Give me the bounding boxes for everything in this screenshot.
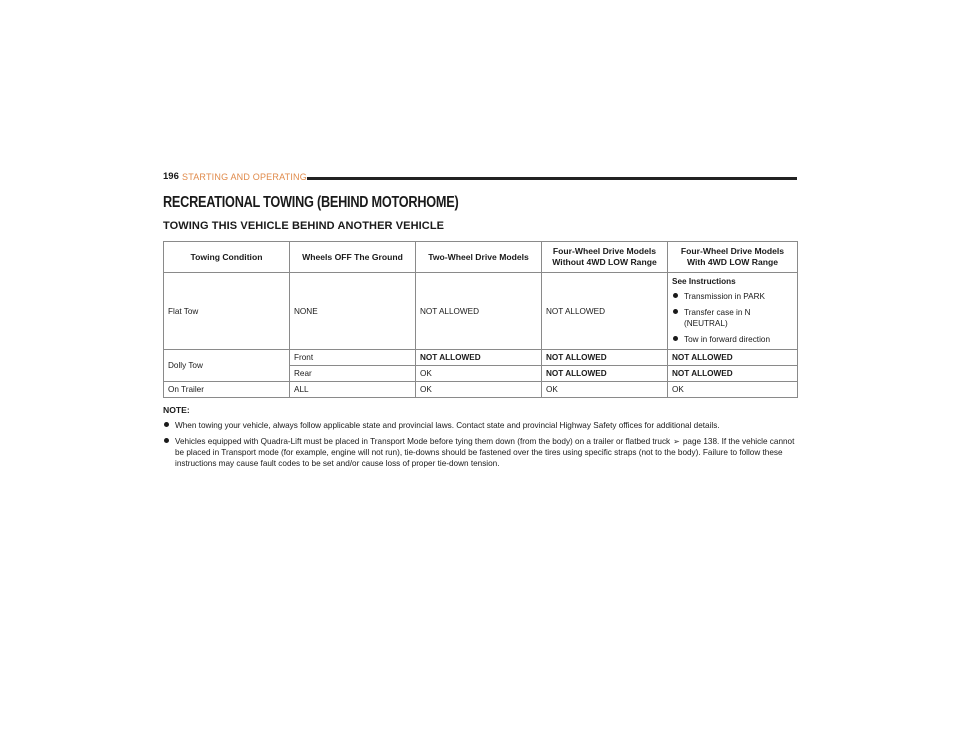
subtitle-text: V [240,220,248,232]
header-towing-condition: Towing Condition [164,242,290,273]
bullet-icon [164,438,169,443]
note-block [163,405,803,474]
subtitle-text: EHICLE [247,220,292,232]
page-title: RECREATIONAL TOWING (BEHIND MOTORHOME) [163,194,459,211]
subtitle-text: A [337,220,346,232]
note-label: NOTE: [163,405,190,415]
cell-condition: Dolly Tow [164,350,290,382]
list-item [163,420,803,431]
table-header-row [164,242,798,273]
cell-four-wd-no-low: NOT ALLOWED [542,273,668,350]
cell-four-wd-no-low: NOT ALLOWED [542,350,668,366]
section-subtitle [163,220,444,232]
subtitle-text: B [291,220,300,232]
subtitle-text: V [395,220,404,232]
page-reference-icon: ➢ [673,437,680,446]
table-row-flat-tow [164,273,798,350]
subtitle-text: T [163,220,170,232]
cell-two-wd: OK [416,382,542,398]
cell-two-wd: NOT ALLOWED [416,273,542,350]
cell-condition: On Trailer [164,382,290,398]
header-line: With 4WD LOW Range [686,257,779,267]
header-rule [307,177,797,180]
header-line: Four-Wheel Drive Models [552,246,657,256]
page-header [163,171,797,185]
instruction-text: Transfer case in N (NEUTRAL) [684,308,751,328]
cell-two-wd: OK [416,366,542,382]
cell-four-wd-low [668,273,798,350]
subtitle-text: EHICLE [403,220,445,232]
cell-condition: Flat Tow [164,273,290,350]
instruction-text: Transmission in PARK [684,292,765,301]
note-text: . If the vehicle cannot be placed in Transport mode (for example, engine will not run), tie-downs should be fastened over the tires using specific straps (not to the body). Failure to follow these instructions may cause fault codes to be set and/or cause loss of proper tie-down tension. [175,437,795,468]
subtitle-text: OWING [169,220,212,232]
bullet-icon [673,336,678,341]
page-number: 196 [163,171,179,182]
subtitle-text: T [211,220,219,232]
list-item [672,334,793,345]
cell-wheels-off: Rear [290,366,416,382]
bullet-icon [673,309,678,314]
cell-four-wd-no-low: OK [542,382,668,398]
header-two-wheel-drive: Two-Wheel Drive Models [416,242,542,273]
header-four-wd-without-low [542,242,668,273]
bullet-icon [673,293,678,298]
cell-wheels-off: Front [290,350,416,366]
cell-wheels-off: ALL [290,382,416,398]
note-list [163,420,803,469]
page-reference-link[interactable]: page 138 [682,437,718,446]
subtitle-text: HIS [218,220,241,232]
list-item [163,436,803,469]
subtitle-text: EHIND [299,220,338,232]
list-item [672,307,793,329]
header-line: Four-Wheel Drive Models [680,246,785,256]
note-text: Vehicles equipped with Quadra-Lift must be placed in Transport Mode before tying them down (from the body) on a trailer or flatbed truck [175,437,671,446]
cell-four-wd-low: NOT ALLOWED [668,366,798,382]
cell-four-wd-low: NOT ALLOWED [668,350,798,366]
section-name: STARTING AND OPERATING [182,172,307,182]
instructions-title: See Instructions [672,277,736,286]
towing-table [163,241,798,398]
table-row-dolly-front [164,350,798,366]
header-four-wd-with-low [668,242,798,273]
header-line: Without 4WD LOW Range [552,257,657,267]
cell-four-wd-low: OK [668,382,798,398]
cell-two-wd: NOT ALLOWED [416,350,542,366]
instruction-text: Tow in forward direction [684,335,771,344]
note-text: When towing your vehicle, always follow applicable state and provincial laws. Contact state and provincial Highway Safety offices for additional details. [175,421,720,430]
subtitle-text: NOTHER [345,220,396,232]
bullet-icon [164,422,169,427]
list-item [672,291,793,302]
header-wheels-off: Wheels OFF The Ground [290,242,416,273]
cell-four-wd-no-low: NOT ALLOWED [542,366,668,382]
cell-wheels-off: NONE [290,273,416,350]
instructions-list [672,291,793,345]
table-row-on-trailer [164,382,798,398]
